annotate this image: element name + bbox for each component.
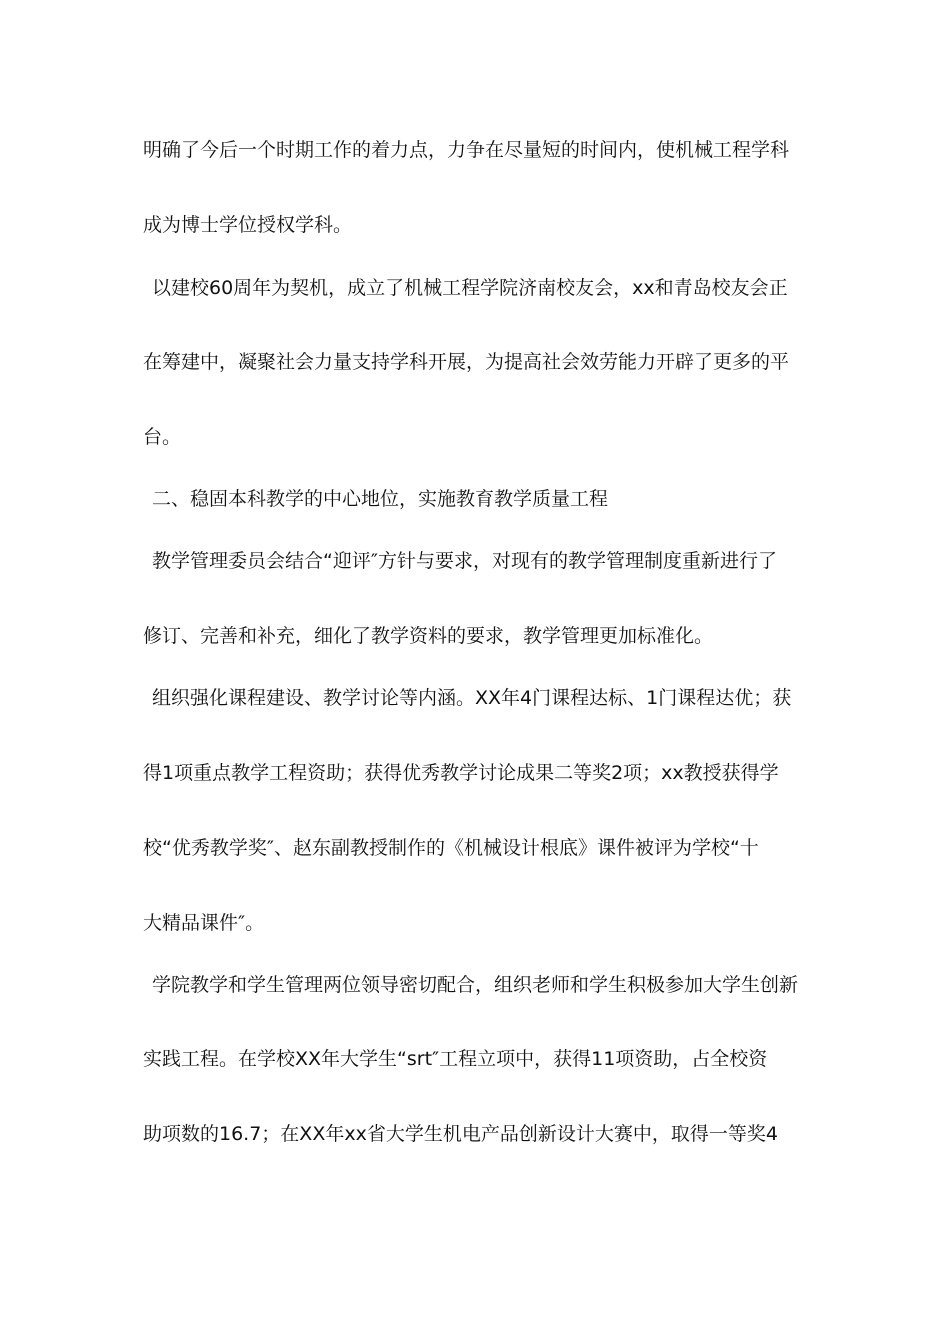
- paragraph-line: 校“优秀教学奖″、赵东副教授制作的《机械设计根底》课件被评为学校“十: [143, 837, 759, 859]
- paragraph-line: 成为博士学位授权学科。: [143, 214, 353, 236]
- paragraph-line: 教学管理委员会结合“迎评″方针与要求，对现有的教学管理制度重新进行了: [152, 550, 777, 572]
- paragraph-line: 组织强化课程建设、教学讨论等内涵。XX年4门课程达标、1门课程达优；获: [152, 687, 792, 709]
- paragraph-line: 实践工程。在学校XX年大学生“srt″工程立项中，获得11项资助，占全校资: [143, 1048, 768, 1070]
- section-heading: 二、稳固本科教学的中心地位，实施教育教学质量工程: [152, 488, 609, 510]
- paragraph-line: 以建校60周年为契机，成立了机械工程学院济南校友会，xx和青岛校友会正: [152, 277, 788, 299]
- paragraph-line: 助项数的16.7；在XX年xx省大学生机电产品创新设计大赛中，取得一等奖4: [143, 1123, 778, 1145]
- paragraph-line: 在筹建中，凝聚社会力量支持学科开展，为提高社会效劳能力开辟了更多的平: [143, 351, 790, 373]
- paragraph-line: 得1项重点教学工程资助；获得优秀教学讨论成果二等奖2项；xx教授获得学: [143, 762, 779, 784]
- paragraph-line: 修订、完善和补充，细化了教学资料的要求，教学管理更加标准化。: [143, 625, 714, 647]
- paragraph-line: 学院教学和学生管理两位领导密切配合，组织老师和学生积极参加大学生创新: [152, 974, 799, 996]
- paragraph-line: 大精品课件″。: [143, 912, 265, 934]
- paragraph-line: 明确了今后一个时期工作的着力点，力争在尽量短的时间内，使机械工程学科: [143, 139, 790, 161]
- paragraph-line: 台。: [143, 426, 182, 448]
